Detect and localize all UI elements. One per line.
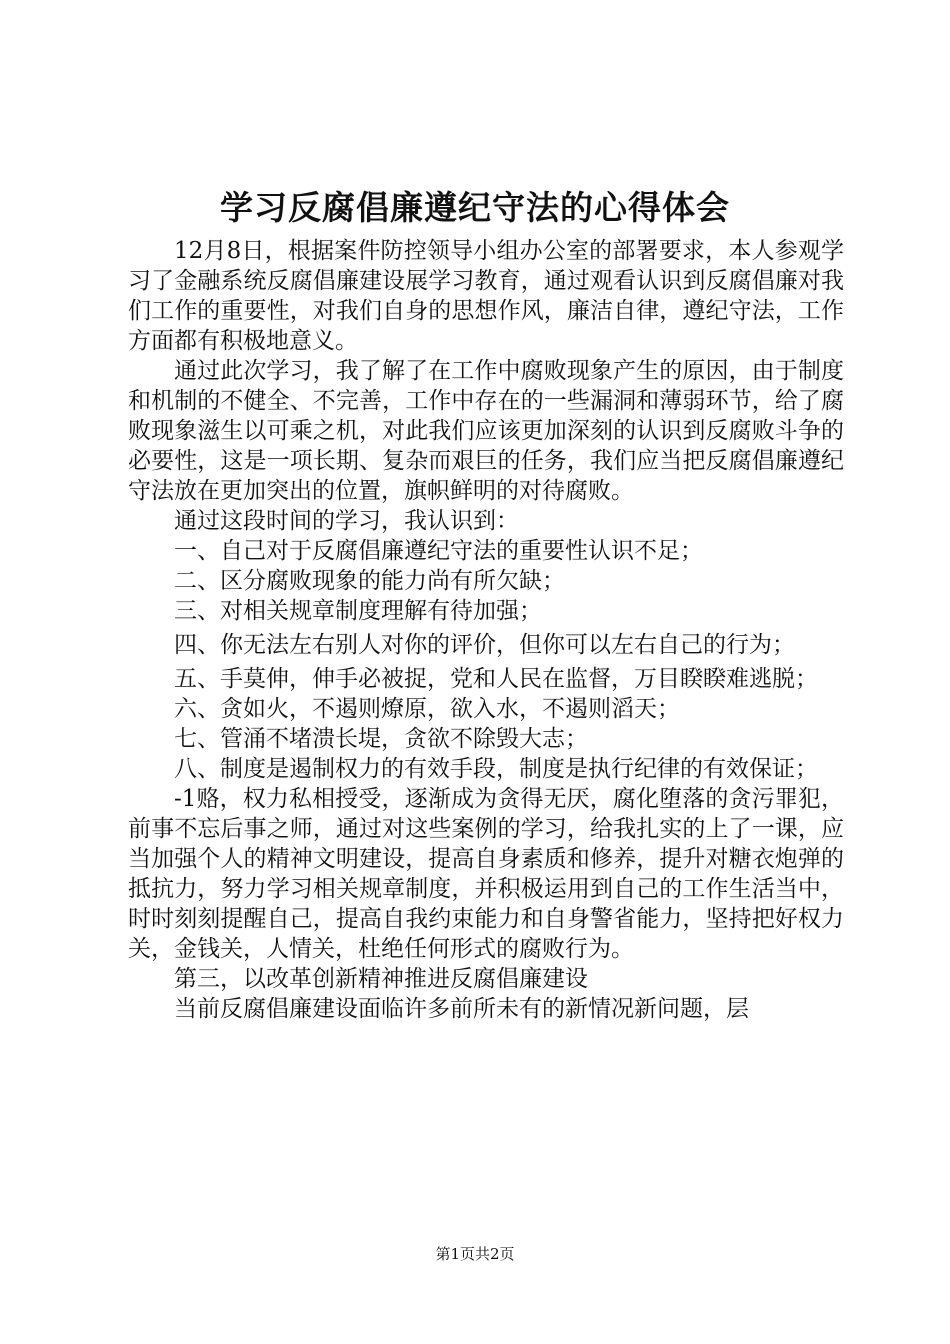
list-item: 一、自己对于反腐倡廉遵纪守法的重要性认识不足； bbox=[174, 538, 703, 564]
paragraph: -1赂，权力私相授受，逐渐成为贪得无厌，腐化堕落的贪污罪犯，前事不忘后事之师，通过对这些案例的学习，给我扎实的上了一课，应当加强个人的精神文明建设，提高自身素质和修养，提升对糖衣炮弹的抵抗力，努力学习相关规章制度，并积极运用到自己的工作生活当中，时时刻刻提醒自己，提高自我约束能力和自身警省能力，坚持把好权力关，金钱关，人情关，杜绝任何形式的腐败行为。 bbox=[128, 786, 844, 962]
paragraph: 当前反腐倡廉建设面临许多前所未有的新情况新问题，层 bbox=[174, 996, 749, 1022]
section-heading: 第三，以改革创新精神推进反腐倡廉建设 bbox=[174, 966, 588, 992]
list-item: 八、制度是遏制权力的有效手段，制度是执行纪律的有效保证； bbox=[174, 756, 818, 782]
document-body bbox=[128, 236, 844, 1024]
list-item: 二、区分腐败现象的能力尚有所欠缺； bbox=[174, 568, 565, 594]
paragraph: 通过此次学习，我了解了在工作中腐败现象产生的原因，由于制度和机制的不健全、不完善，工作中存在的一些漏洞和薄弱环节，给了腐败现象滋生以可乘之机，对此我们应该更加深刻的认识到反腐败斗争的必要性，这是一项长期、复杂而艰巨的任务，我们应当把反腐倡廉遵纪守法放在更加突出的位置，旗帜鲜明的对待腐败。 bbox=[128, 358, 844, 504]
page-footer bbox=[0, 1244, 950, 1264]
list-item: 五、手莫伸，伸手必被捉，党和人民在监督，万目睽睽难逃脱； bbox=[174, 666, 818, 692]
list-item: 三、对相关规章制度理解有待加强； bbox=[174, 598, 542, 624]
document-title: 学习反腐倡廉遵纪守法的心得体会 bbox=[220, 188, 730, 227]
paragraph: 通过这段时间的学习，我认识到： bbox=[174, 508, 519, 534]
page-number-current: 第1页 bbox=[435, 1245, 475, 1263]
list-item: 六、贪如火，不遏则燎原，欲入水，不遏则滔天； bbox=[174, 696, 680, 722]
list-item: 四、你无法左右别人对你的评价，但你可以左右自己的行为； bbox=[174, 632, 795, 658]
page-number-total: 共2页 bbox=[475, 1245, 515, 1263]
list-item: 七、管涌不堵溃长堤，贪欲不除毁大志； bbox=[174, 726, 588, 752]
paragraph: 12月8日，根据案件防控领导小组办公室的部署要求，本人参观学习了金融系统反腐倡廉建设展学习教育，通过观看认识到反腐倡廉对我们工作的重要性，对我们自身的思想作风，廉洁自律，遵纪守法，工作方面都有积极地意义。 bbox=[128, 238, 844, 354]
